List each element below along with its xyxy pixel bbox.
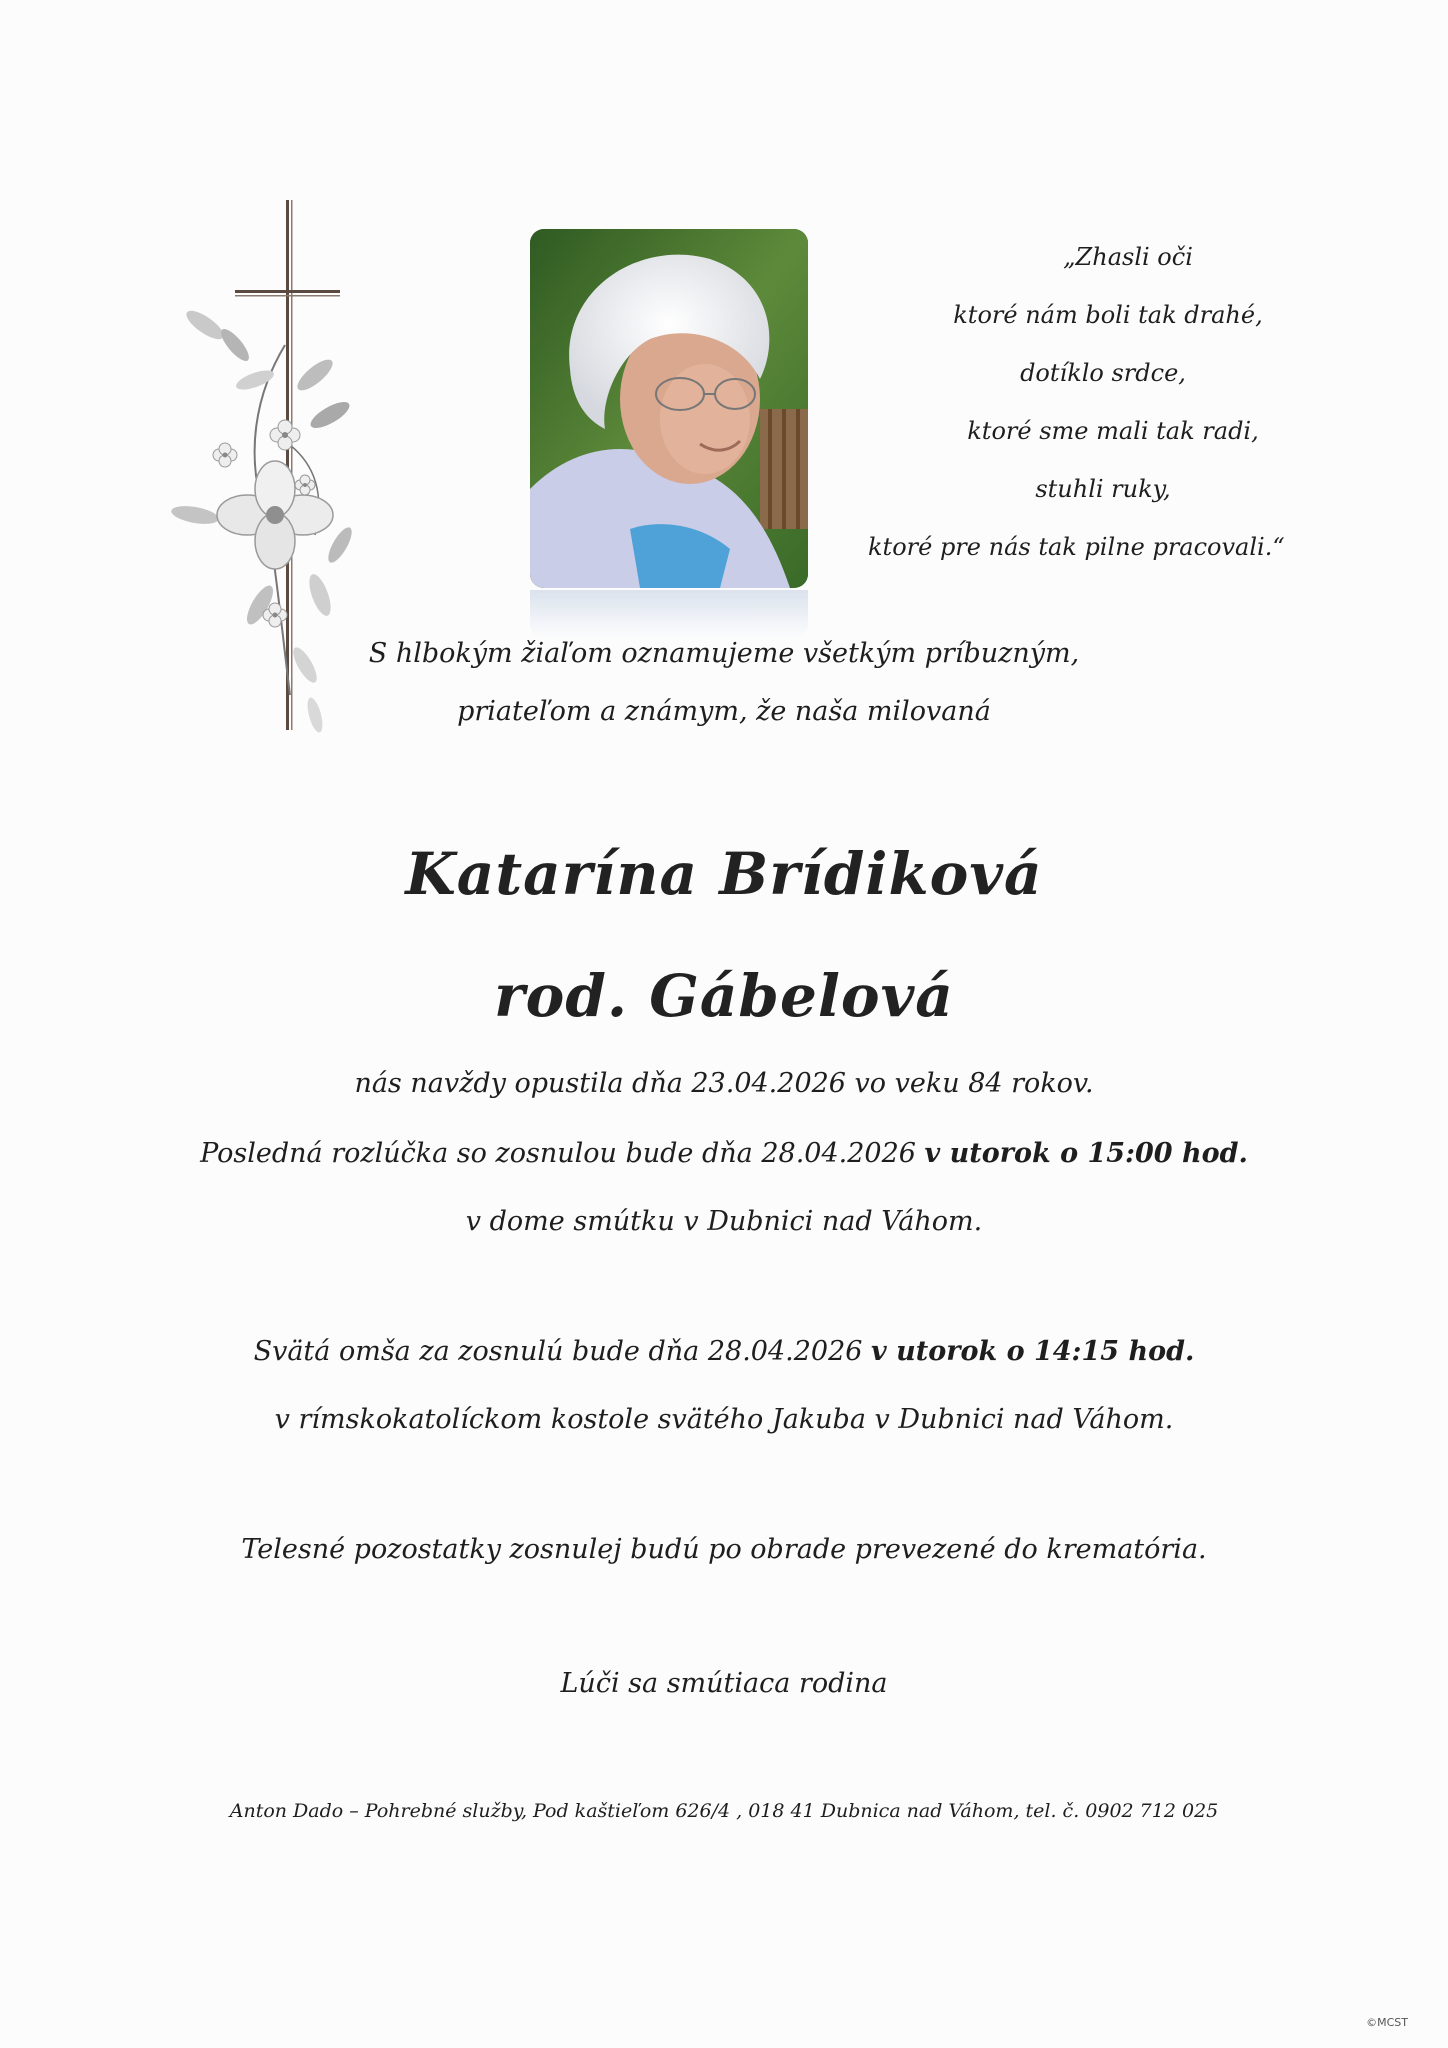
announcement-line-2: priateľom a známym, že naša milovaná [457,696,991,727]
remains-line: Telesné pozostatky zosnulej budú po obrade prevezené do krematória. [241,1534,1207,1565]
poem-line: ktoré nám boli tak drahé, [953,301,1263,329]
mass-place: v rímskokatolíckom kostole svätého Jakuba v Dubnici nad Váhom. [274,1404,1174,1435]
farewell-line [0,1138,1448,1169]
poem-line: stuhli ruky, [1035,475,1171,503]
farewell-date: Posledná rozlúčka so zosnulou bude dňa 28.04.2026 [200,1138,925,1169]
mass-date: Svätá omša za zosnulú bude dňa 28.04.2026 [253,1336,872,1367]
poem-line: dotíklo srdce, [1020,359,1186,387]
poem-line: ktoré sme mali tak radi, [967,417,1259,445]
farewell-place: v dome smútku v Dubnici nad Váhom. [465,1206,983,1237]
poem-line: „Zhasli oči [1063,243,1193,271]
poem [828,228,1285,576]
cross-icon [165,195,395,755]
poem-line: ktoré pre nás tak pilne pracovali.“ [868,533,1285,561]
announcement-line-1: S hlbokým žiaľom oznamujeme všetkým príbuzným, [368,638,1080,669]
mass-time: v utorok o 14:15 hod. [871,1336,1195,1367]
funeral-service-footer: Anton Dado – Pohrebné služby, Pod kaštieľom 626/4 , 018 41 Dubnica nad Váhom, tel. č. 0902 712 025 [229,1800,1219,1822]
portrait-photo [530,229,808,588]
watermark-mark: ©MCST [1366,2016,1408,2029]
farewell-time: v utorok o 15:00 hod. [924,1138,1248,1169]
deceased-name: Katarína Brídiková [405,840,1043,908]
photo-reflection [530,590,808,638]
cross-with-flowers [165,195,395,755]
deceased-maiden-name: rod. Gábelová [494,962,954,1030]
death-line: nás navždy opustila dňa 23.04.2026 vo veku 84 rokov. [354,1068,1094,1099]
signoff: Lúči sa smútiaca rodina [560,1668,888,1699]
mass-line [0,1336,1448,1367]
